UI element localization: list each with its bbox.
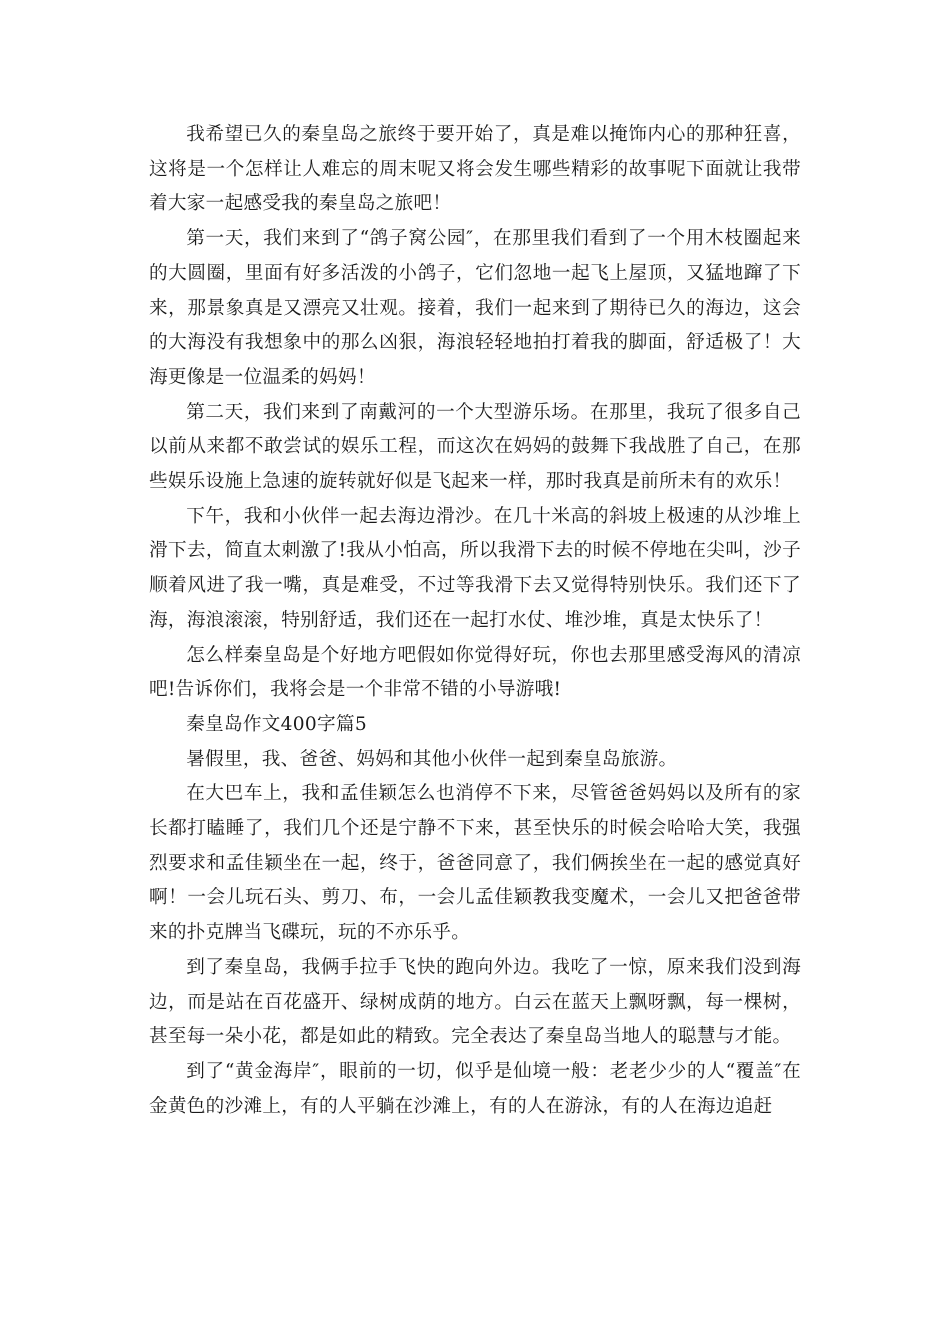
paragraph-intro: 我希望已久的秦皇岛之旅终于要开始了，真是难以掩饰内心的那种狂喜，这将是一个怎样让人难忘的周末呢又将会发生哪些精彩的故事呢下面就让我带着大家一起感受我的秦皇岛之旅吧！ (149, 124, 801, 215)
paragraph-day-two: 第二天，我们来到了南戴河的一个大型游乐场。在那里，我玩了很多自己以前从来都不敢尝试的娱乐工程，而这次在妈妈的鼓舞下我战胜了自己，在那些娱乐设施上急速的旋转就好似是飞起来一样，那时我真是前所未有的欢乐！ (149, 401, 801, 493)
paragraph-bus: 在大巴车上，我和孟佳颖怎么也消停不下来，尽管爸爸妈妈以及所有的家长都打瞌睡了，我们几个还是宁静不下来，甚至快乐的时候会哈哈大笑，我强烈要求和孟佳颖坐在一起，终于，爸爸同意了，我们俩挨坐在一起的感觉真好啊！一会儿玩石头、剪刀、布，一会儿孟佳颖教我变魔术，一会儿又把爸爸带来的扑克牌当飞碟玩，玩的不亦乐乎。 (149, 783, 801, 944)
document-body (149, 118, 801, 1124)
section-heading: 秦皇岛作文400字篇5 (186, 713, 367, 735)
paragraph-golden-coast: 到了“黄金海岸″，眼前的一切，似乎是仙境一般：老老少少的人“覆盖″在金黄色的沙滩上，有的人平躺在沙滩上，有的人在游泳，有的人在海边追赶 (149, 1060, 801, 1117)
paragraph-arrival: 到了秦皇岛，我俩手拉手飞快的跑向外边。我吃了一惊，原来我们没到海边，而是站在百花盛开、绿树成荫的地方。白云在蓝天上飘呀飘，每一棵树，甚至每一朵小花，都是如此的精致。完全表达了秦皇岛当地人的聪慧与才能。 (149, 956, 801, 1048)
paragraph-summer: 暑假里，我、爸爸、妈妈和其他小伙伴一起到秦皇岛旅游。 (186, 748, 678, 770)
paragraph-day-one: 第一天，我们来到了“鸽子窝公园″，在那里我们看到了一个用木枝圈起来的大圆圈，里面有好多活泼的小鸽子，它们忽地一起飞上屋顶，又猛地蹿了下来，那景象真是又漂亮又壮观。接着，我们一起来到了期待已久的海边，这会的大海没有我想象中的那么凶狠，海浪轻轻地拍打着我的脚面，舒适极了！大海更像是一位温柔的妈妈！ (149, 228, 801, 388)
paragraph-conclusion: 怎么样秦皇岛是个好地方吧假如你觉得好玩，你也去那里感受海风的清凉吧!告诉你们，我将会是一个非常不错的小导游哦! (149, 644, 801, 701)
paragraph-afternoon: 下午，我和小伙伴一起去海边滑沙。在几十米高的斜坡上极速的从沙堆上滑下去，简直太刺激了!我从小怕高，所以我滑下去的时候不停地在尖叫，沙子顺着风进了我一嘴，真是难受，不过等我滑下去又觉得特别快乐。我们还下了海，海浪滚滚，特别舒适，我们还在一起打水仗、堆沙堆，真是太快乐了！ (149, 505, 801, 631)
